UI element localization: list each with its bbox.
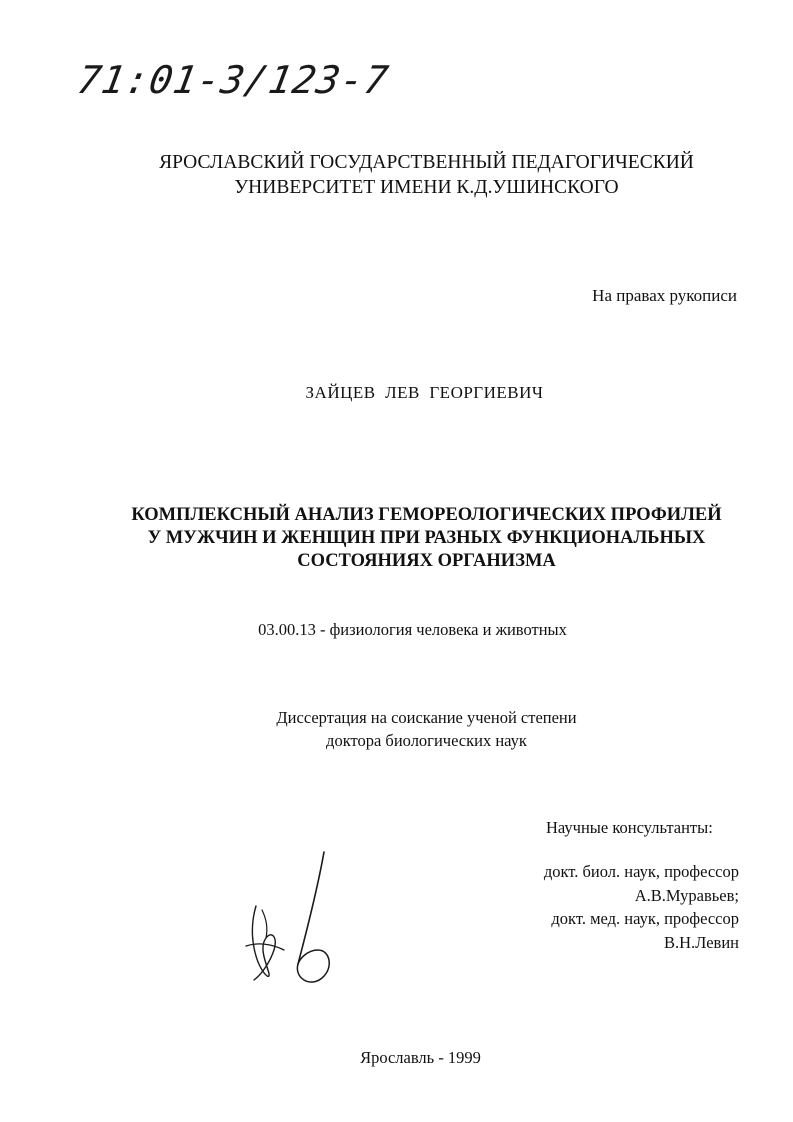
dissertation-title bbox=[30, 504, 793, 573]
signature-icon bbox=[238, 846, 338, 996]
consultants-list bbox=[544, 860, 739, 954]
university-line-1: ЯРОСЛАВСКИЙ ГОСУДАРСТВЕННЫЙ ПЕДАГОГИЧЕСКИЙ bbox=[159, 152, 694, 173]
consultant-2-name: В.Н.Левин bbox=[663, 932, 739, 952]
consultants-heading: Научные консультанты: bbox=[546, 818, 713, 837]
consultant-1-title: докт. биол. наук, профессор bbox=[543, 862, 739, 881]
city-and-year: Ярославль - 1999 bbox=[360, 1048, 481, 1067]
degree-line-2: доктора биологических наук bbox=[326, 731, 527, 750]
title-line-1: КОМПЛЕКСНЫЙ АНАЛИЗ ГЕМОРЕОЛОГИЧЕСКИХ ПРОФИЛЕЙ bbox=[131, 505, 722, 525]
university-name bbox=[30, 150, 793, 200]
manuscript-note: На правах рукописи bbox=[592, 286, 737, 305]
degree-line-1: Диссертация на соискание ученой степени bbox=[276, 708, 577, 727]
consultant-2-title: докт. мед. наук, профессор bbox=[551, 909, 739, 928]
degree-statement bbox=[30, 706, 793, 752]
archive-code: 71:01-3/123-7 bbox=[74, 58, 393, 102]
title-line-3: СОСТОЯНИЯХ ОРГАНИЗМА bbox=[297, 551, 556, 571]
author-name: ЗАЙЦЕВ ЛЕВ ГЕОРГИЕВИЧ bbox=[305, 383, 544, 402]
university-line-2: УНИВЕРСИТЕТ ИМЕНИ К.Д.УШИНСКОГО bbox=[234, 177, 619, 198]
consultant-1-name: А.В.Муравьев; bbox=[634, 885, 739, 905]
title-line-2: У МУЖЧИН И ЖЕНЩИН ПРИ РАЗНЫХ ФУНКЦИОНАЛЬНЫХ bbox=[147, 528, 706, 548]
specialty-code: 03.00.13 - физиология человека и животных bbox=[258, 620, 567, 639]
